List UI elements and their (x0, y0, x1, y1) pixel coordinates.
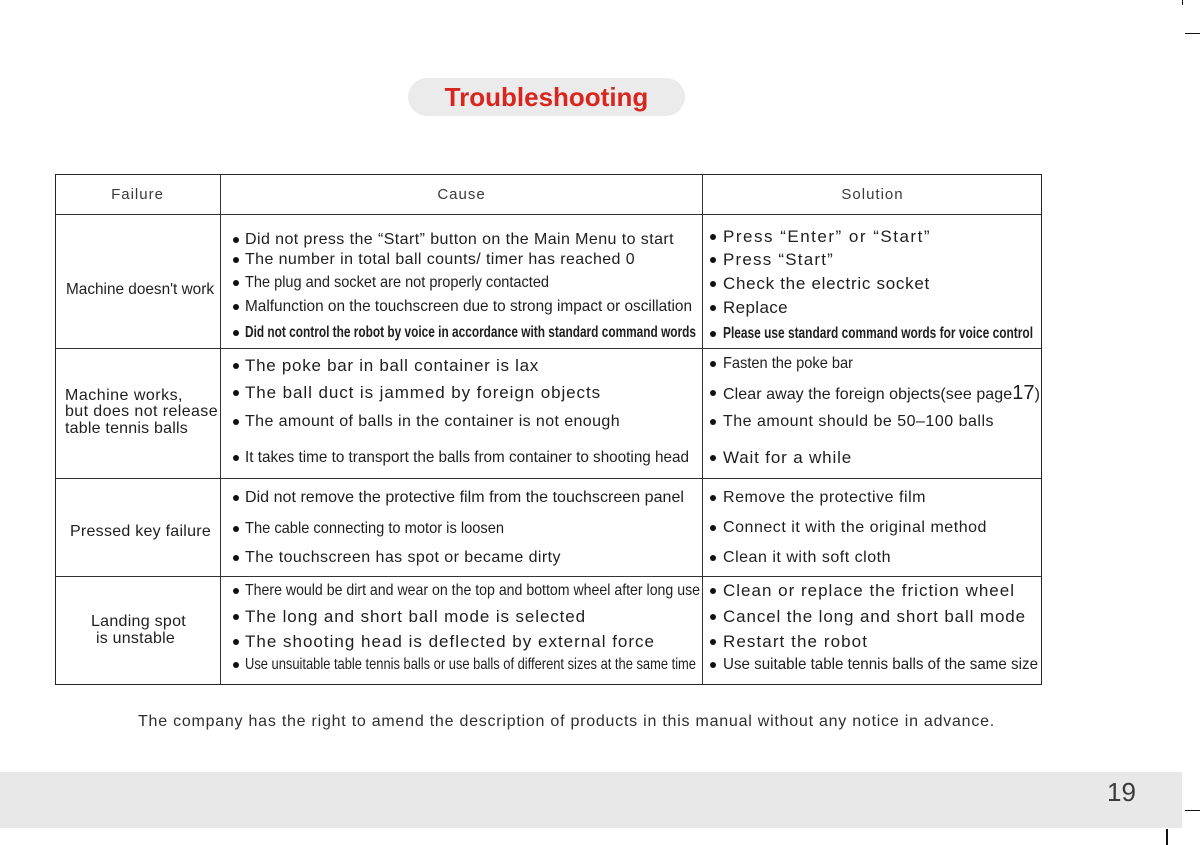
page-title: Troubleshooting (444, 82, 649, 112)
solution-text: Connect it with the original method (723, 519, 987, 536)
cause-text: The poke bar in ball container is lax (245, 356, 539, 375)
solution-cell (703, 349, 1042, 479)
cause-item (221, 383, 702, 403)
bullet-icon (710, 390, 716, 396)
solution-text: Check the electric socket (723, 274, 930, 293)
troubleshooting-table (55, 174, 1042, 685)
solution-item (703, 488, 1042, 508)
solution-item (703, 298, 1042, 318)
cause-item (221, 548, 702, 568)
cause-text: The number in total ball counts/ timer has reached 0 (245, 251, 635, 268)
failure-text: Pressed key failure (70, 523, 212, 540)
bullet-icon (710, 614, 716, 620)
solution-item (703, 250, 1042, 270)
bullet-icon (233, 639, 239, 645)
failure-text: Machine works, (65, 387, 183, 404)
bullet-icon (710, 455, 716, 461)
cause-item (221, 632, 702, 652)
bullet-icon (233, 526, 239, 532)
crop-mark (1166, 829, 1168, 845)
header-failure: Failure (55, 174, 221, 215)
header-solution: Solution (703, 174, 1042, 215)
failure-text: but does not release (65, 403, 218, 420)
solution-cell (703, 215, 1042, 349)
cause-item (221, 581, 702, 601)
bullet-icon (710, 234, 716, 240)
failure-cell (55, 577, 221, 685)
solution-text: Restart the robot (723, 632, 868, 651)
bullet-icon (233, 662, 239, 668)
cause-text: It takes time to transport the balls from container to shooting head (245, 449, 690, 466)
cause-text: The shooting head is deflected by external force (245, 632, 655, 651)
crop-mark (1182, 0, 1183, 5)
bullet-icon (710, 495, 716, 501)
cause-text: There would be dirt and wear on the top and bottom wheel after long use (245, 582, 701, 599)
solution-item (703, 655, 1042, 675)
failure-text: table tennis balls (65, 420, 189, 437)
cause-item (221, 250, 702, 270)
cause-cell (221, 577, 703, 685)
bullet-icon (233, 330, 239, 336)
failure-text: is unstable (96, 630, 175, 647)
cause-text: Use unsuitable table tennis balls or use balls of different sizes at the same time (245, 656, 696, 673)
cause-item (221, 607, 702, 627)
cause-text: Did not press the “Start” button on the Main Menu to start (245, 231, 675, 248)
solution-text: Press “Start” (723, 250, 835, 269)
solution-item (703, 448, 1042, 468)
solution-text: Clean or replace the friction wheel (723, 581, 1015, 600)
bullet-icon (233, 614, 239, 620)
solution-text: Cancel the long and short ball mode (723, 607, 1026, 626)
crop-mark (1185, 810, 1200, 811)
cause-item (221, 488, 702, 508)
solution-text: Remove the protective film (723, 489, 927, 506)
bullet-icon (710, 305, 716, 311)
cause-item (221, 297, 702, 317)
bullet-icon (710, 331, 716, 337)
page-number: 19 (1107, 777, 1136, 807)
solution-item (703, 354, 1042, 374)
cause-item (221, 356, 702, 376)
bullet-icon (710, 281, 716, 287)
solution-text: Replace (723, 298, 788, 317)
solution-item (703, 581, 1042, 601)
failure-cell (55, 349, 221, 479)
bullet-icon (710, 639, 716, 645)
cause-text: The ball duct is jammed by foreign objects (245, 383, 602, 402)
solution-item (703, 518, 1042, 538)
cause-text: The amount of balls in the container is not enough (245, 413, 620, 430)
failure-cell (55, 215, 221, 349)
solution-item (703, 324, 1042, 344)
solution-item (703, 227, 1042, 247)
footer-note: The company has the right to amend the description of products in this manual without any notice in advance. (138, 713, 995, 730)
bullet-icon (710, 419, 716, 425)
solution-text-close: ) (1034, 386, 1040, 403)
bullet-icon (233, 257, 239, 263)
cause-text: The plug and socket are not properly contacted (245, 274, 550, 291)
solution-text (723, 383, 1040, 405)
bullet-icon (233, 588, 239, 594)
solution-text-main: Clear away the foreign objects(see page (723, 386, 1013, 403)
solution-item (703, 274, 1042, 294)
bullet-icon (233, 419, 239, 425)
failure-text: Machine doesn't work (66, 281, 215, 298)
crop-mark (1185, 33, 1200, 34)
title-pill (408, 78, 685, 116)
cause-text: Malfunction on the touchscreen due to strong impact or oscillation (245, 298, 693, 315)
solution-cell (703, 479, 1042, 577)
bullet-icon (233, 363, 239, 369)
solution-text: Use suitable table tennis balls of the same size (723, 656, 1038, 673)
solution-text: Fasten the poke bar (723, 355, 854, 372)
solution-item (703, 632, 1042, 652)
cause-cell (221, 215, 703, 349)
cause-item (221, 655, 702, 675)
solution-cell (703, 577, 1042, 685)
cause-cell (221, 349, 703, 479)
cause-text: Did not remove the protective film from the touchscreen panel (245, 489, 684, 506)
bullet-icon (233, 555, 239, 561)
solution-text: Please use standard command words for voice control (723, 325, 1034, 342)
solution-item (703, 412, 1042, 432)
bullet-icon (710, 257, 716, 263)
cause-item (221, 412, 702, 432)
bullet-icon (710, 361, 716, 367)
failure-cell (55, 479, 221, 577)
cause-text: Did not control the robot by voice in accordance with standard command words (245, 324, 697, 341)
cause-item (221, 448, 702, 468)
bullet-icon (233, 280, 239, 286)
bullet-icon (710, 555, 716, 561)
bullet-icon (710, 525, 716, 531)
bullet-icon (710, 662, 716, 668)
solution-item (703, 548, 1042, 568)
cause-item (221, 323, 702, 343)
cause-text: The long and short ball mode is selected (245, 607, 586, 626)
solution-item (703, 607, 1042, 627)
solution-text: Clean it with soft cloth (723, 549, 892, 566)
bullet-icon (233, 495, 239, 501)
footer-band (0, 772, 1182, 828)
cause-text: The cable connecting to motor is loosen (245, 520, 505, 537)
bullet-icon (233, 455, 239, 461)
header-cause: Cause (221, 174, 703, 215)
solution-text: Wait for a while (723, 448, 852, 467)
solution-text: Press “Enter” or “Start” (723, 227, 931, 246)
bullet-icon (233, 237, 239, 243)
solution-text: The amount should be 50–100 balls (723, 413, 995, 430)
cause-text: The touchscreen has spot or became dirty (245, 549, 561, 566)
failure-text: Landing spot (91, 613, 186, 630)
bullet-icon (710, 588, 716, 594)
bullet-icon (233, 390, 239, 396)
page-reference: 17 (1012, 382, 1035, 404)
cause-item (221, 230, 702, 250)
cause-cell (221, 479, 703, 577)
cause-item (221, 273, 702, 293)
bullet-icon (233, 304, 239, 310)
solution-item (703, 383, 1042, 403)
cause-item (221, 519, 702, 539)
